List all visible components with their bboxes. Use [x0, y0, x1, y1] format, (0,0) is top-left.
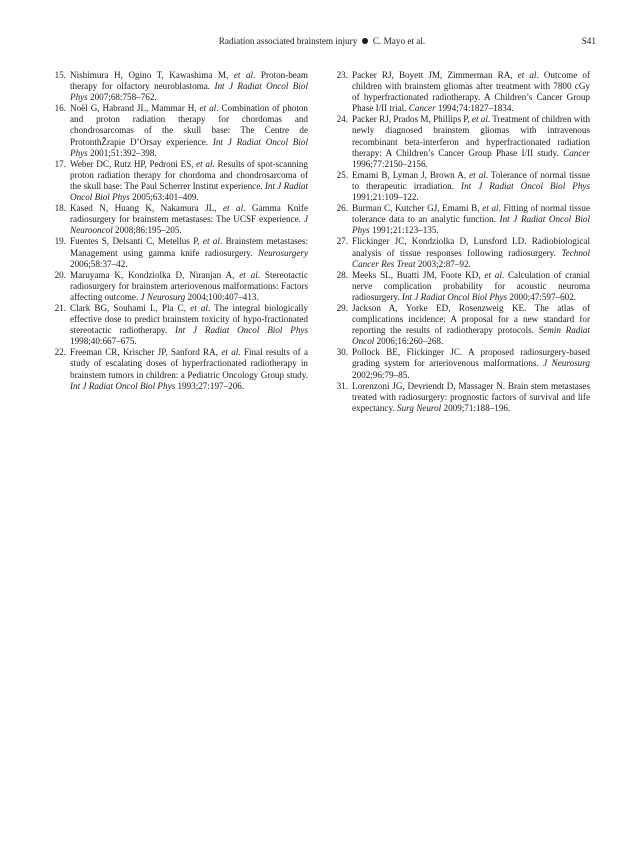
reference-item	[330, 114, 590, 169]
reference-title: . Tolerance of normal tissue to therapeutic irradiation.	[352, 169, 591, 191]
reference-text	[70, 159, 308, 203]
reference-item	[48, 159, 308, 203]
reference-authors: Meeks SL, Buatti JM, Foote KD,	[352, 269, 485, 280]
reference-citation: 1998;40:667–675.	[70, 336, 137, 347]
reference-title: . Proton-beam therapy for olfactory neuroblastoma.	[70, 70, 309, 92]
reference-item	[330, 381, 590, 414]
reference-journal: Semin Radiat Oncol	[352, 325, 591, 347]
reference-authors: Lorenzoni JG, Devriendt D, Massager N. Brain stem metastases treated with radiosurgery: prognostic factors of survival and life expectancy.	[352, 380, 590, 413]
reference-text	[70, 303, 308, 347]
reference-text	[352, 70, 590, 114]
bullet-icon	[362, 38, 368, 44]
reference-title: . Calculation of cranial nerve complication probability for acoustic neuroma radiosurgery.	[352, 269, 590, 302]
reference-text	[352, 170, 590, 203]
reference-number: 30.	[336, 347, 348, 358]
reference-text	[70, 103, 308, 158]
reference-et-al: et al	[221, 347, 239, 358]
reference-text	[70, 236, 308, 269]
reference-title: . Outcome of children with brainstem gliomas after treatment with 7800 cGy of hyperfractionated radiotherapy. A Children’s Cancer Group Phase I/II trial.	[352, 70, 590, 114]
reference-item	[330, 203, 590, 236]
reference-citation: 2006;16:260–268.	[374, 336, 444, 347]
reference-number: 28.	[336, 269, 348, 280]
reference-journal: Surg Neurol	[397, 402, 442, 413]
reference-number: 24.	[336, 114, 348, 125]
reference-number: 21.	[54, 302, 66, 313]
reference-citation: 2006;58:37–42.	[70, 258, 128, 269]
reference-item	[330, 236, 590, 269]
reference-number: 17.	[54, 158, 66, 169]
reference-item	[48, 70, 308, 103]
reference-journal: Int J Radiat Oncol Biol Phys	[352, 214, 590, 236]
reference-authors: Freeman CR, Krischer JP, Sanford RA,	[70, 347, 222, 358]
reference-et-al: et al	[484, 269, 502, 280]
reference-title: . Gamma Knife radiosurgery for brainstem metastases: The UCSF experience.	[70, 203, 308, 225]
reference-authors: Clark BG, Souhami L, Pla C,	[70, 302, 191, 313]
running-title	[48, 34, 596, 48]
reference-number: 31.	[336, 380, 348, 391]
reference-item	[48, 303, 308, 347]
reference-title: . Fitting of normal tissue tolerance data to an analytic function.	[352, 203, 590, 225]
reference-item	[330, 70, 590, 114]
reference-citation: 2003;2:87–92.	[415, 258, 471, 269]
reference-authors: Packer RJ, Boyett JM, Zimmerman RA,	[352, 70, 518, 80]
reference-title: . Combination of photon and proton radiation therapy for chordomas and chondrosarcomas of the skull base: The Centre de ProtonthŽrapie D’Orsay experience.	[70, 103, 308, 147]
reference-et-al: et al	[482, 203, 499, 214]
reference-citation: 1993;27:197–206.	[175, 380, 245, 391]
reference-citation: 2001;51:392–398.	[87, 147, 157, 158]
reference-number: 20.	[54, 269, 66, 280]
reference-item	[48, 203, 308, 236]
reference-citation: 1991;21:123–135.	[369, 225, 439, 236]
reference-item	[330, 347, 590, 380]
reference-number: 16.	[54, 103, 66, 114]
reference-number: 27.	[336, 236, 348, 247]
reference-text	[352, 236, 590, 269]
reference-authors: Maruyama K, Kondziolka D, Niranjan A,	[70, 269, 240, 280]
running-header	[48, 34, 596, 48]
reference-title: . The integral biologically effective dose to predict brainstem toxicity of hypo-fractionated stereotactic radiotherapy.	[70, 302, 309, 336]
reference-text	[70, 270, 308, 303]
reference-text	[352, 347, 590, 380]
reference-journal: Neurosurgery	[257, 247, 308, 258]
reference-item	[48, 103, 308, 158]
reference-text	[70, 347, 308, 391]
running-title-text: Radiation associated brainstem injury	[218, 36, 358, 46]
reference-text	[352, 114, 590, 169]
reference-text	[352, 381, 590, 414]
reference-number: 19.	[54, 236, 66, 247]
reference-text	[352, 303, 590, 347]
reference-title: . Results of spot-scanning proton radiation therapy for chordoma and chondrosarcoma of the skull base: The Paul Scherrer Institut experience.	[70, 158, 308, 191]
reference-authors: Nishimura H, Ogino T, Kawashima M,	[70, 70, 234, 80]
reference-text	[352, 270, 590, 303]
reference-citation: 2005;63:401–409.	[129, 192, 199, 203]
reference-journal: Int J Radiat Oncol Biol Phys	[70, 136, 308, 158]
reference-number: 26.	[336, 203, 348, 214]
reference-journal: Int J Radiat Oncol Biol Phys	[70, 380, 176, 391]
reference-number: 22.	[54, 347, 66, 358]
reference-et-al: et al	[517, 70, 537, 80]
reference-number: 29.	[336, 302, 348, 313]
reference-authors: Weber DC, Rutz HP, Pedroni ES,	[70, 158, 197, 169]
reference-et-al: et al	[469, 169, 486, 180]
reference-citation: 2004;100:407–413.	[185, 291, 259, 302]
reference-et-al: et al	[233, 70, 254, 80]
reference-authors: Packer RJ, Prados M, Phillips P,	[352, 114, 472, 125]
reference-et-al: et al	[223, 203, 244, 214]
reference-authors: Jackson A, Yorke ED, Rosenzweig KE. The atlas of complications incidence: A proposal for a new standard for reporting the results of radiotherapy protocols.	[352, 302, 590, 336]
reference-journal: Int J Radiat Oncol Biol Phys	[70, 180, 308, 203]
reference-number: 15.	[54, 70, 66, 80]
reference-item	[48, 236, 308, 269]
reference-column-left	[48, 70, 308, 392]
reference-item	[330, 270, 590, 303]
reference-item	[330, 170, 590, 203]
reference-text	[352, 203, 590, 236]
reference-citation: 2000;47:597–602.	[507, 291, 577, 302]
reference-authors: Pollock BE, Flickinger JC. A proposed radiosurgery-based grading system for arteriovenous malformations.	[352, 347, 590, 369]
reference-journal: Int J Radiat Oncol Biol Phys	[461, 180, 591, 191]
reference-citation: 2009;71:188–196.	[441, 402, 511, 413]
reference-number: 18.	[54, 203, 66, 214]
reference-journal: Int J Radiat Oncol Biol Phys	[175, 325, 309, 336]
reference-et-al: et al	[196, 158, 213, 169]
reference-item	[48, 347, 308, 391]
running-title-authors: C. Mayo et al.	[372, 36, 426, 46]
reference-journal: J Neurosurg	[543, 358, 590, 369]
reference-journal: Int J Radiat Oncol Biol Phys	[70, 81, 308, 103]
reference-column-right	[330, 70, 590, 414]
reference-et-al: et al	[239, 269, 258, 280]
reference-citation: 1994;74:1827–1834.	[435, 103, 514, 114]
reference-title: . Brainstem metastases: Management using gamma knife radiosurgery.	[70, 236, 308, 258]
reference-title: . Final results of a study of escalating doses of hyperfractionated radiotherapy in brainstem tumors in children: a Pediatric Oncology Group study.	[70, 347, 308, 380]
reference-citation: 1996;77:2150–2156.	[352, 158, 428, 169]
reference-et-al: et al	[202, 236, 220, 247]
reference-item	[330, 303, 590, 347]
reference-citation: 1991;21:109–122.	[352, 192, 419, 203]
reference-citation: 2007;68:758–762.	[87, 92, 157, 103]
reference-journal: Cancer	[408, 103, 436, 114]
reference-title: . Treatment of children with newly diagnosed brainstem gliomas with intravenous recombinant beta-interferon and hyperfractionated radiation therapy: A Children’s Cancer Group Phase I/II study.	[352, 114, 591, 158]
reference-authors: Kased N, Huang K, Nakamura JL,	[70, 203, 223, 214]
reference-title: . Stereotactic radiosurgery for brainstem arteriovenous malformations: Factors affecting outcome.	[70, 269, 308, 302]
reference-et-al: et al	[190, 302, 208, 313]
reference-number: 23.	[336, 70, 348, 80]
reference-journal: Int J Radiat Oncol Biol Phys	[401, 291, 508, 302]
reference-journal: J Neurooncol	[70, 214, 308, 236]
reference-citation: 2008;86:195–205.	[112, 225, 182, 236]
reference-et-al: et al	[199, 103, 217, 114]
reference-journal: Technol Cancer Res Treat	[352, 247, 590, 269]
reference-journal: Cancer	[563, 147, 590, 158]
reference-text	[70, 70, 308, 103]
reference-journal: J Neurosurg	[140, 291, 186, 302]
reference-item	[48, 270, 308, 303]
reference-authors: Burman C, Kutcher GJ, Emami B,	[352, 203, 483, 214]
page-number: S41	[581, 36, 596, 46]
reference-authors: Emami B, Lyman J, Brown A,	[352, 169, 470, 180]
reference-number: 25.	[336, 169, 348, 180]
reference-citation: 2002;96:79–85.	[352, 369, 410, 380]
reference-authors: Noël G, Habrand JL, Mammar H,	[70, 103, 200, 114]
reference-authors: Flickinger JC, Kondziolka D, Lunsford LD. Radiobiological analysis of tissue responses following radiosurgery.	[352, 236, 590, 258]
reference-authors: Fuentes S, Delsanti C, Metellus P,	[70, 236, 203, 247]
reference-et-al: et al	[471, 114, 488, 125]
reference-text	[70, 203, 308, 236]
